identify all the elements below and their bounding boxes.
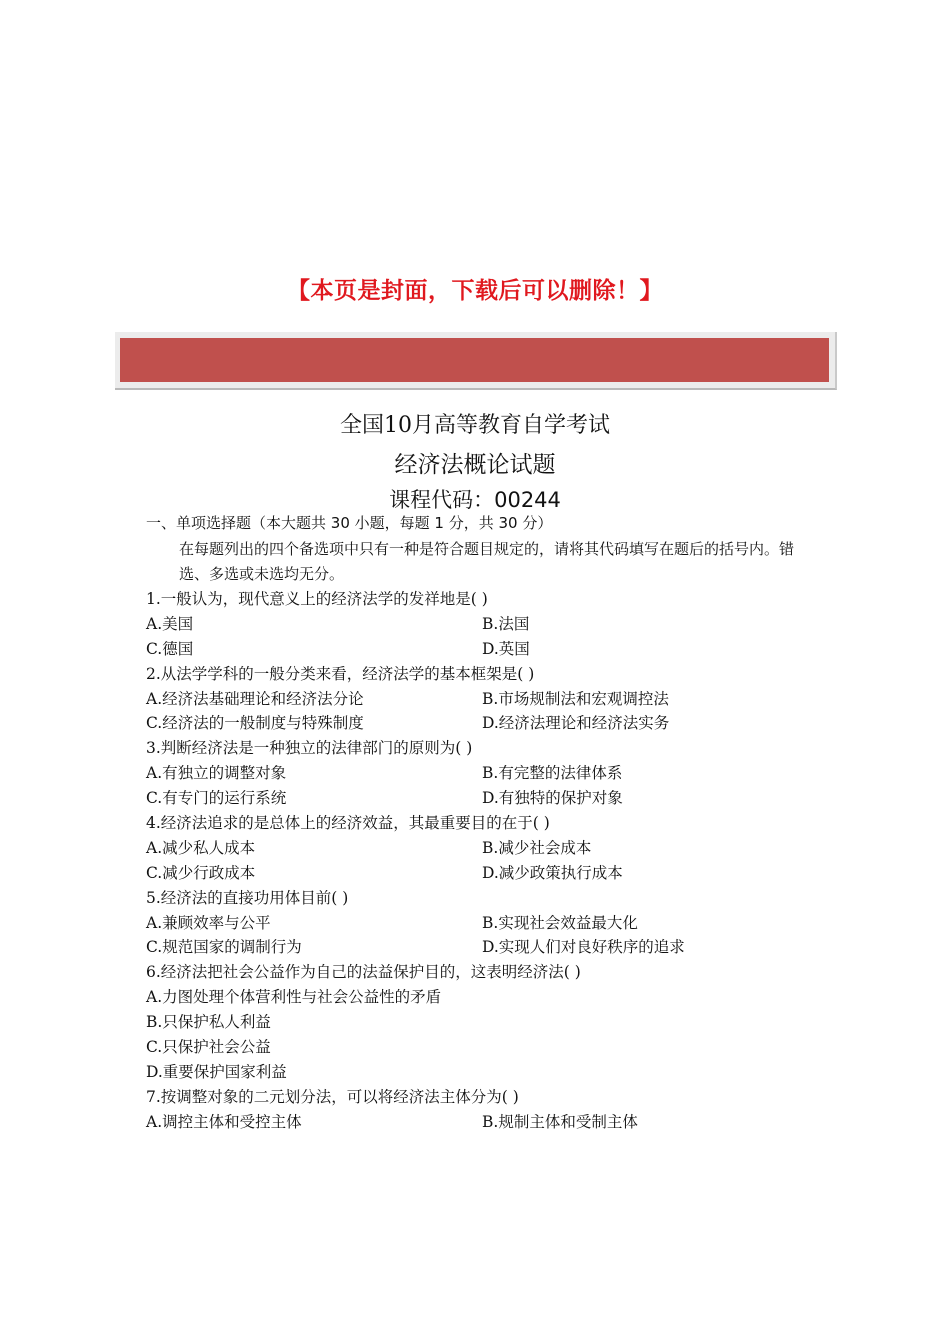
section-instructions: 在每题列出的四个备选项中只有一种是符合题目规定的，请将其代码填写在题后的括号内。错选、多选或未选均无分。 <box>179 540 795 583</box>
title-banner <box>120 338 829 382</box>
exam-title: 全国10月高等教育自学考试 <box>340 413 610 438</box>
option-row <box>146 711 846 736</box>
option-a: A.有独立的调整对象 <box>146 764 287 783</box>
option-b: B.减少社会成本 <box>482 838 592 857</box>
option-c: C.只保护社会公益 <box>146 1038 271 1057</box>
option-d: D.有独特的保护对象 <box>482 789 623 808</box>
option-a: A.经济法基础理论和经济法分论 <box>146 689 364 708</box>
option-a: A.美国 <box>146 614 194 633</box>
option-row <box>146 935 846 960</box>
option-a: A.调控主体和受控主体 <box>146 1112 302 1131</box>
question-stem: 6.经济法把社会公益作为自己的法益保护目的，这表明经济法( ) <box>146 963 581 982</box>
option-c: C.规范国家的调制行为 <box>146 938 302 957</box>
question-stem: 3.判断经济法是一种独立的法律部门的原则为( ) <box>146 739 473 758</box>
option-c: C.有专门的运行系统 <box>146 789 287 808</box>
option-row <box>146 861 846 886</box>
option-d: D.重要保护国家利益 <box>146 1062 287 1081</box>
option-a: A.兼顾效率与公平 <box>146 913 271 932</box>
section-heading: 一、单项选择题（本大题共 30 小题，每题 1 分，共 30 分） <box>146 514 553 532</box>
option-d: D.实现人们对良好秩序的追求 <box>482 938 685 957</box>
question-stem: 7.按调整对象的二元划分法，可以将经济法主体分为( ) <box>146 1087 519 1106</box>
option-b: B.法国 <box>482 614 530 633</box>
option-b: B.规制主体和受制主体 <box>482 1112 638 1131</box>
title-banner-frame <box>115 332 837 390</box>
option-d: D.减少政策执行成本 <box>482 863 623 882</box>
option-b: B.有完整的法律体系 <box>482 764 623 783</box>
cover-notice: 【本页是封面，下载后可以删除！】 <box>287 278 663 304</box>
question-stem: 1.一般认为，现代意义上的经济法学的发祥地是( ) <box>146 590 488 608</box>
option-c: C.德国 <box>146 639 194 658</box>
option-a: A.减少私人成本 <box>146 838 256 857</box>
option-row <box>146 687 846 712</box>
option-row <box>146 612 846 637</box>
option-c: C.减少行政成本 <box>146 863 256 882</box>
option-row <box>146 786 846 811</box>
course-code: 课程代码：00244 <box>389 488 561 512</box>
question-list <box>146 587 846 1135</box>
option-b: B.只保护私人利益 <box>146 1013 271 1032</box>
question-stem: 5.经济法的直接功用体目前( ) <box>146 888 349 907</box>
option-d: D.经济法理论和经济法实务 <box>482 714 670 733</box>
option-row <box>146 761 846 786</box>
option-b: B.实现社会效益最大化 <box>482 913 638 932</box>
option-b: B.市场规制法和宏观调控法 <box>482 689 669 708</box>
option-a: A.力图处理个体营利性与社会公益性的矛盾 <box>146 988 442 1007</box>
subject-title: 经济法概论试题 <box>394 452 556 478</box>
option-row <box>146 637 846 662</box>
option-c: C.经济法的一般制度与特殊制度 <box>146 714 364 733</box>
option-row <box>146 911 846 936</box>
question-stem: 4.经济法追求的是总体上的经济效益，其最重要目的在于( ) <box>146 814 550 833</box>
option-d: D.英国 <box>482 639 530 658</box>
option-row <box>146 1110 846 1135</box>
option-row <box>146 836 846 861</box>
question-stem: 2.从法学学科的一般分类来看，经济法学的基本框架是( ) <box>146 664 535 683</box>
